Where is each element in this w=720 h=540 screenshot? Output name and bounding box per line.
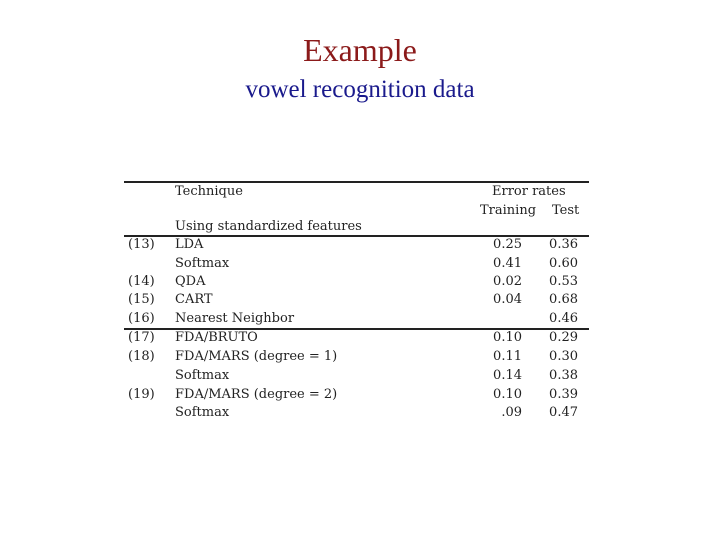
slide-title: Example — [303, 32, 417, 68]
row-test-error: 0.36 — [549, 237, 578, 252]
row-test-error: 0.60 — [549, 256, 578, 271]
row-technique: CART — [175, 292, 213, 307]
row-test-error: 0.46 — [549, 311, 578, 326]
row-test-error: 0.68 — [549, 292, 578, 307]
row-number: (18) — [128, 349, 155, 364]
row-test-error: 0.38 — [549, 368, 578, 383]
row-training-error: 0.02 — [493, 274, 522, 289]
row-training-error: 0.04 — [493, 292, 522, 307]
row-number: (14) — [128, 274, 155, 289]
row-technique: LDA — [175, 237, 204, 252]
row-technique: Nearest Neighbor — [175, 311, 295, 326]
row-technique: FDA/MARS (degree = 1) — [175, 349, 338, 364]
slide-subtitle: vowel recognition data — [245, 76, 475, 103]
row-number: (15) — [128, 292, 155, 307]
row-technique: Softmax — [175, 368, 230, 383]
row-test-error: 0.47 — [549, 405, 578, 420]
header-technique: Technique — [175, 184, 243, 199]
row-training-error: 0.14 — [493, 368, 522, 383]
header-test: Test — [552, 203, 580, 218]
section-label: Using standardized features — [175, 219, 362, 234]
row-technique: Softmax — [175, 405, 230, 420]
row-training-error: 0.41 — [493, 256, 522, 271]
row-technique: Softmax — [175, 256, 230, 271]
row-technique: QDA — [175, 274, 206, 289]
row-number: (19) — [128, 387, 155, 402]
row-test-error: 0.30 — [549, 349, 578, 364]
row-test-error: 0.53 — [549, 274, 578, 289]
row-training-error: 0.10 — [493, 387, 522, 402]
header-training: Training — [480, 203, 537, 218]
row-training-error: 0.11 — [493, 349, 522, 364]
row-test-error: 0.29 — [549, 330, 578, 345]
row-training-error: 0.10 — [493, 330, 522, 345]
row-training-error: .09 — [501, 405, 522, 420]
row-training-error: 0.25 — [493, 237, 522, 252]
row-number: (13) — [128, 237, 155, 252]
row-number: (17) — [128, 330, 155, 345]
row-test-error: 0.39 — [549, 387, 578, 402]
row-number: (16) — [128, 311, 155, 326]
row-technique: FDA/BRUTO — [175, 330, 258, 345]
row-technique: FDA/MARS (degree = 2) — [175, 387, 338, 402]
header-error-rates: Error rates — [492, 184, 566, 199]
